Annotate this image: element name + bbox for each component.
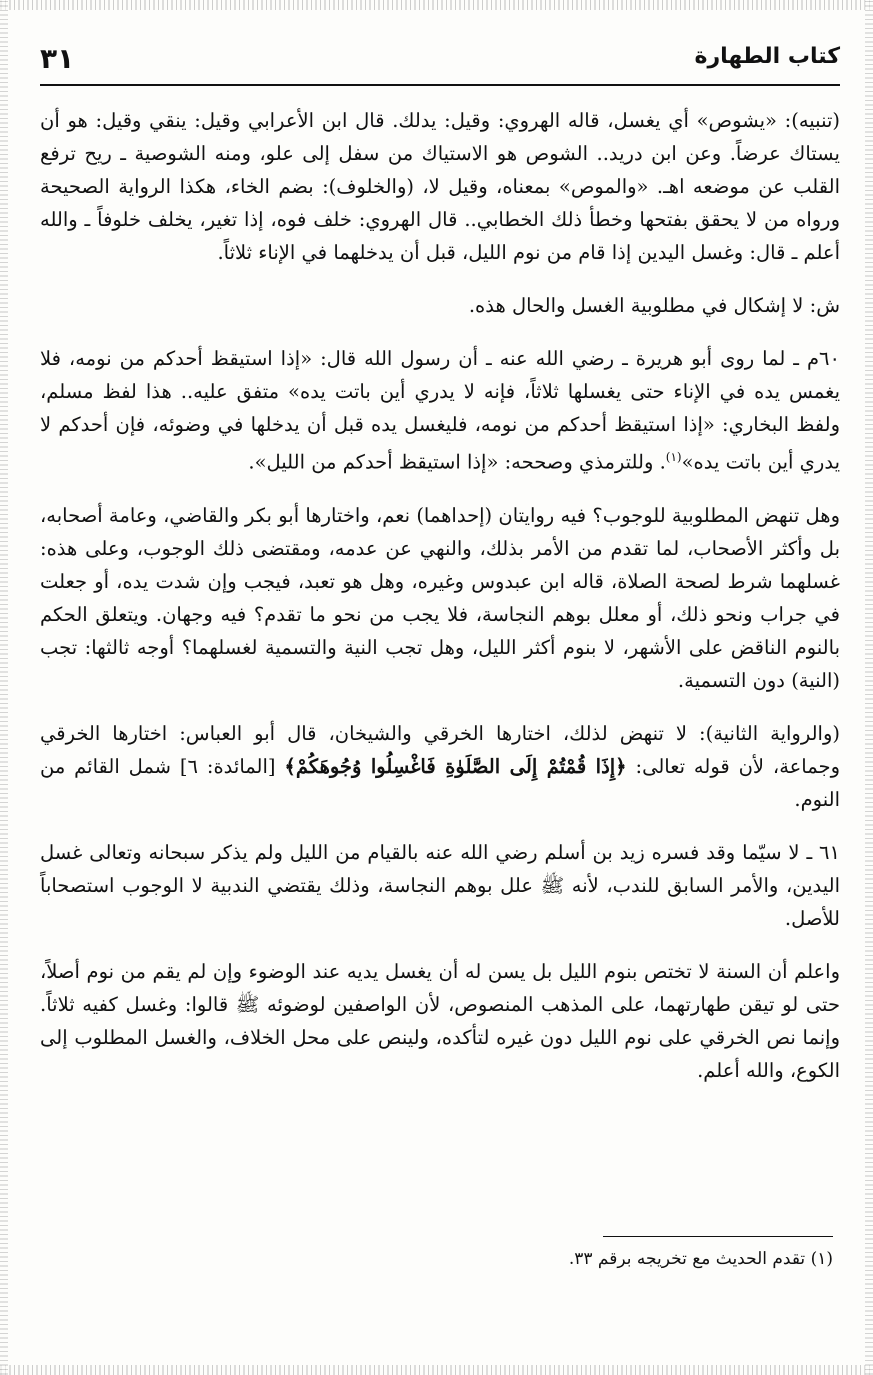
page-number: ٣١ [40, 42, 75, 75]
hadith-text: ٦٠م ـ لما روى أبو هريرة ـ رضي الله عنه ـ أن رسول الله قال: «إذا استيقظ أحدكم من نومه، فلا يغمس يده في الإناء حتى يغسلها ثلاثاً، فإنه لا يدري أين باتت يده» متفق عليه.. هذا لفظ مسلم، ولفظ البخاري: «إذا استيقظ أحدكم من نومه، فليغسل يده قبل أن يدخلها في وضوئه، فإن أحدكم لا يدري أين باتت يده» [40, 347, 840, 474]
footnote-divider [603, 1236, 833, 1237]
footnote-text: تقدم الحديث مع تخريجه برقم ٣٣. [568, 1249, 806, 1269]
riwaya-tail: شمل القائم من النوم. [40, 754, 840, 811]
paragraph-tanbih: (تنبيه): «يشوص» أي يغسل، قاله الهروي: وقيل: يدلك. قال ابن الأعرابي وقيل: ينقي وقيل: هو أن يستاك عرضاً. وعن ابن دريد.. الشوص هو الاستياك من سفل إلى علو، ومنه الشوصية ـ ريح ترفع القلب عن موضعه اهـ. «والموص» بمعناه، وقيل لا، (والخلوف): بضم الخاء، هكذا الرواية الصحيحة ورواه من لا يحقق بفتحها وخطأ ذلك الخطابي.. قال الهروي: خلف فوه، إذا تغير، يخلف خلوفاً ـ والله أعلم ـ قال: وغسل اليدين إذا قام من نوم الليل، قبل أن يدخلهما في الإناء ثلاثاً. [40, 109, 840, 264]
page-border-left [0, 0, 8, 1375]
page-border-bottom [0, 1365, 873, 1375]
footnote-number: (١) [810, 1249, 833, 1269]
paragraph-sharh-1: ش: لا إشكال في مطلوبية الغسل والحال هذه. [468, 294, 840, 317]
paragraph-sunna: واعلم أن السنة لا تختص بنوم الليل بل يسن له أن يغسل يديه عند الوضوء وإن لم يقم من نوم أصلاً، حتى لو تيقن طهارتهما، على المذهب المنصوص، لأن الواصفين لوضوئه ﷺ قالوا: وغسل كفيه ثلاثاً. وإنما نص الخرقي على نوم الليل دون غيره لتأكده، ولينص على محل الخلاف، والغسل المطلوب إلى الكوع، والله أعلم. [40, 959, 840, 1082]
paragraph-wujub: وهل تنهض المطلوبية للوجوب؟ فيه روايتان (إحداهما) نعم، واختارها أبو بكر والقاضي، وعامة أصحابه، بل وأكثر الأصحاب، لما تقدم من الأمر بذلك، والنهي عن عدمه، ومقتضى ذلك الوجوب، وعلى هذه: غسلهما شرط لصحة الصلاة، قاله ابن عبدوس وغيره، وهل هو تعبد، فيجب وإن شدت يده، أو جعلت في جراب ونحو ذلك، أو معلل بوهم النجاسة، فلا يجب من نحو ما تقدم؟ فيه وجهان. ويتعلق الحكم بالنوم الناقض على الأشهر، لا بنوم أكثر الليل، وهل تجب النية والتسمية لغسلهما؟ أوجه ثالثها: تجب (النية) دون التسمية. [40, 503, 840, 692]
page-header [40, 38, 840, 86]
paragraph-riwaya-2 [40, 717, 840, 816]
page-border-top [0, 0, 873, 10]
footnote [43, 1246, 833, 1272]
tirmidhi-text: وللترمذي وصححه: «إذا استيقظ أحدكم من الليل». [248, 450, 654, 474]
footnote-marker: (١) [665, 450, 682, 464]
page-body [40, 104, 840, 1107]
running-title: كتاب الطهارة [694, 44, 840, 69]
quran-verse: ﴿إِذَا قُمْتُمْ إِلَى الصَّلَوٰةِ فَاغْسِلُوا وُجُوهَكُمْ﴾ [284, 754, 627, 778]
quran-reference: [المائدة: ٦] [179, 754, 276, 778]
paragraph-61: ٦١ ـ لا سيّما وقد فسره زيد بن أسلم رضي الله عنه بالقيام من الليل ولم يذكر سبحانه وتعالى غسل اليدين، والأمر السابق للندب، لأنه ﷺ علل بوهم النجاسة، وذلك يقتضي الندبية لا الوجوب استصحاباً للأصل. [40, 840, 840, 930]
page-border-right [865, 0, 873, 1375]
paragraph-hadith-60: ٦٠م ـ لما روى أبو هريرة ـ رضي الله عنه ـ أن رسول الله قال: «إذا استيقظ أحدكم من نومه، فلا يغمس يده في الإناء حتى يغسلها ثلاثاً، فإنه لا يدري أين باتت يده» متفق عليه.. هذا لفظ مسلم، ولفظ البخاري: «إذا استيقظ أحدكم من نومه، فليغسل يده قبل أن يدخلها في وضوئه، فإن أحدكم لا يدري أين باتت يده»$^{(١)}$. وللترمذي وصححه: «إذا استيقظ أحدكم من الليل». [40, 347, 840, 474]
riwaya-text: (والرواية الثانية): لا تنهض لذلك، اختارها الخرقي والشيخان، قال أبو العباس: اختارها الخرقي وجماعة، لأن قوله تعالى: [40, 721, 840, 778]
